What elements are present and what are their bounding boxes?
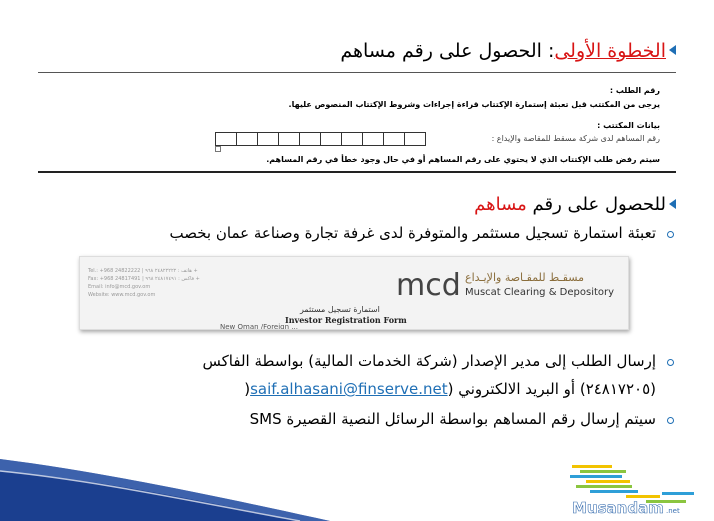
digit-box [404,132,426,146]
mcd-english-name: Muscat Clearing & Depository [465,287,615,298]
banner-contact-email: Email: info@mcd.gov.om [88,284,151,290]
form-instruction: يرجى من المكتتب قبل تعبئة إستمارة الإكتتاب قراءة إجراءات وشروط الإكتتاب المنصوص عليها. [288,100,660,109]
step-one-sep: : [547,40,555,62]
registration-form-banner [79,256,629,330]
step-one-title [340,40,666,62]
subscriber-data-label: بيانات المكتتب : [597,121,660,130]
digit-box [215,132,236,146]
musandam-logo-suffix: .net [666,507,680,515]
title-bullet-icon [669,45,676,55]
fax-number-text: (٢٤٨١٧٢٠٥) أو البريد الالكتروني ( [447,380,656,398]
banner-contact-web: Website: www.mcd.gov.om [88,292,156,298]
digit-box [236,132,257,146]
email-link[interactable]: saif.alhasani@finserve.net [250,380,448,398]
paren-close: ) [244,380,251,398]
banner-cut-text: New Oman /Foreign ... [220,323,298,330]
rejection-warning: سيتم رفض طلب الإكتتاب الذي لا يحتوي على رقم المساهم أو في حال وجود خطأ في رقم المساهم. [266,155,660,164]
banner-contact [88,267,200,299]
form-title-arabic: استمارة تسجيل مستثمر [300,305,380,314]
banner-contact-tel: Tel.: +968 24822222 | هاتف : ٢٤٨٢٢٢٢٢ ٩٦٨ + [88,268,198,274]
musandam-logo-icon [566,451,706,517]
sub-bullet-icon [667,417,674,424]
banner-contact-fax: Fax: +968 24817491 | فاكس : ٢٤٨١٧٤٩١ ٩٦٨ + [88,276,200,282]
checkbox-marker [215,146,221,152]
obtain-number-text: للحصول على رقم [526,194,666,215]
request-number-label: رقم الطلب : [609,86,660,95]
mcd-arabic-name: مسقـط للمقـاصة والإيـداع [465,271,584,284]
digit-box [320,132,341,146]
obtain-number-title [474,194,666,215]
mcd-logo-icon [395,271,461,299]
obtain-number-red: مساهم [474,194,527,215]
title-bullet-icon [669,199,676,209]
form-divider-top [38,72,676,73]
sub-bullet-icon [667,359,674,366]
sub-bullet-icon [667,231,674,238]
step-one-rest: الحصول على رقم مساهم [340,40,548,62]
shareholder-number-label: رقم المساهم لدى شركة مسقط للمقاصة والإيداع : [491,134,660,143]
digit-box [362,132,383,146]
bullet-send-request-line2 [244,380,656,398]
digit-box [341,132,362,146]
mcd-logo-text: mcd [396,271,461,299]
shareholder-number-boxes [215,132,426,145]
digit-box [278,132,299,146]
digit-box [299,132,320,146]
bullet-sms: سيتم إرسال رقم المساهم بواسطة الرسائل النصية القصيرة SMS [249,410,656,428]
bullet-fill-form: تعبئة استمارة تسجيل مستثمر والمتوفرة لدى غرفة تجارة وصناعة عمان بخصب [169,224,656,242]
step-one-label: الخطوة الأولى [554,40,666,62]
digit-box [257,132,278,146]
form-title-english: Investor Registration Form [285,315,407,325]
form-divider-bottom [38,171,676,173]
digit-box [383,132,404,146]
musandam-logo-text: Musandam [572,499,664,517]
bullet-send-request: إرسال الطلب إلى مدير الإصدار (شركة الخدمات المالية) بواسطة الفاكس [202,352,656,370]
decorative-swoosh [0,441,330,521]
